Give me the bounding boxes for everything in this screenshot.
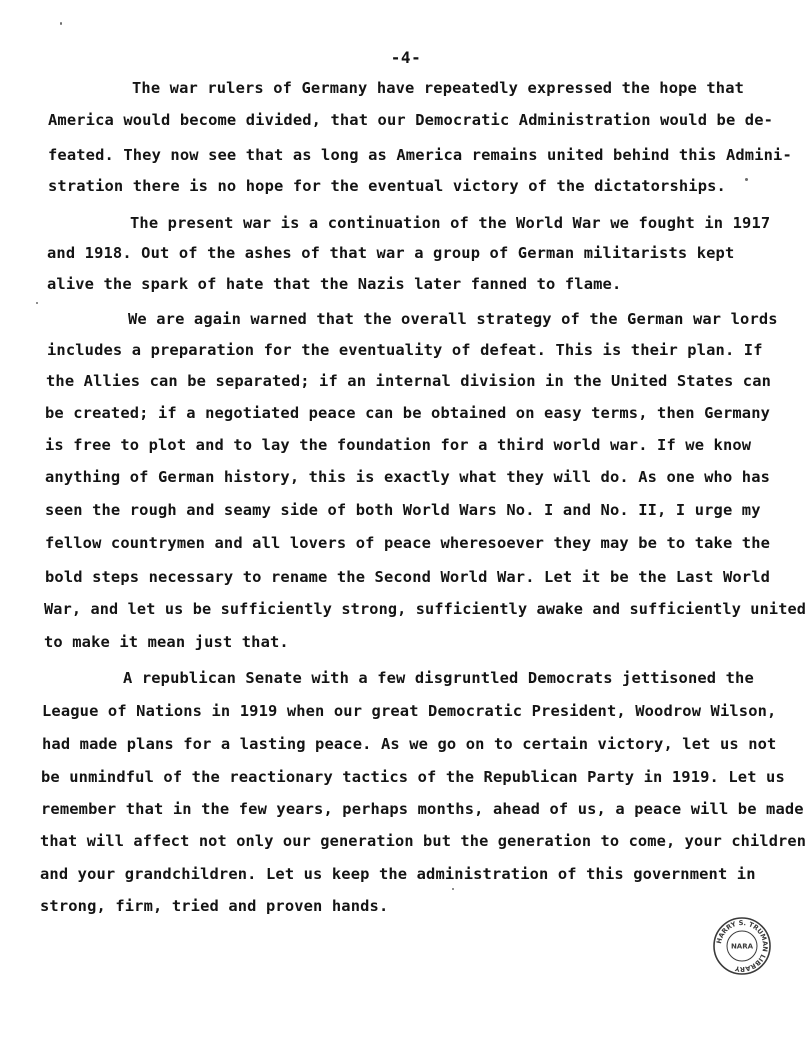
- paragraph-2-line-1: The present war is a continuation of the World War we fought in 1917: [130, 214, 771, 232]
- scan-speck: [745, 178, 748, 181]
- paragraph-3-line-2: includes a preparation for the eventuality of defeat. This is their plan. If: [47, 341, 763, 359]
- truman-library-stamp: [712, 916, 772, 976]
- paragraph-4-line-5: remember that in the few years, perhaps months, ahead of us, a peace will be made: [41, 800, 804, 818]
- stamp-ring-text: HARRY S. TRUMAN LIBRARY: [715, 918, 770, 974]
- paragraph-1-line-3: feated. They now see that as long as America remains united behind this Admini-: [48, 146, 792, 164]
- stamp-center-text: NARA: [730, 942, 754, 951]
- paragraph-3-line-5: is free to plot and to lay the foundation for a third world war. If we know: [45, 436, 752, 454]
- scan-speck: [36, 302, 38, 304]
- paragraph-4-line-7: and your grandchildren. Let us keep the administration of this government in: [40, 865, 756, 883]
- paragraph-4-line-6: that will affect not only our generation but the generation to come, your children: [40, 832, 807, 850]
- paragraph-4-line-4: be unmindful of the reactionary tactics of the Republican Party in 1919. Let us: [41, 768, 785, 786]
- scan-speck: [452, 888, 454, 890]
- paragraph-3-line-6: anything of German history, this is exactly what they will do. As one who has: [45, 468, 771, 486]
- paragraph-3-line-3: the Allies can be separated; if an internal division in the United States can: [46, 372, 772, 390]
- paragraph-1-line-2: America would become divided, that our Democratic Administration would be de-: [48, 111, 774, 129]
- paragraph-4-line-8: strong, firm, tried and proven hands.: [40, 897, 389, 915]
- paragraph-2-line-2: and 1918. Out of the ashes of that war a group of German militarists kept: [47, 244, 735, 262]
- paragraph-1-line-1: The war rulers of Germany have repeatedly expressed the hope that: [132, 79, 745, 97]
- paragraph-3-line-11: to make it mean just that.: [44, 633, 289, 651]
- paragraph-4-line-1: A republican Senate with a few disgruntled Democrats jettisoned the: [123, 669, 754, 687]
- paragraph-3-line-7: seen the rough and seamy side of both World Wars No. I and No. II, I urge my: [45, 501, 761, 519]
- paragraph-3-line-4: be created; if a negotiated peace can be obtained on easy terms, then Germany: [45, 404, 771, 422]
- page-number: -4-: [390, 48, 422, 67]
- paragraph-4-line-3: had made plans for a lasting peace. As we go on to certain victory, let us not: [42, 735, 777, 753]
- paragraph-3-line-10: War, and let us be sufficiently strong, sufficiently awake and sufficiently united: [44, 600, 807, 618]
- paragraph-3-line-9: bold steps necessary to rename the Second World War. Let it be the Last World: [45, 568, 771, 586]
- paragraph-3-line-8: fellow countrymen and all lovers of peace wheresoever they may be to take the: [45, 534, 771, 552]
- paragraph-2-line-3: alive the spark of hate that the Nazis later fanned to flame.: [47, 275, 622, 293]
- paragraph-1-line-4: stration there is no hope for the eventual victory of the dictatorships.: [48, 177, 726, 195]
- scan-speck: [60, 22, 62, 25]
- paragraph-3-line-1: We are again warned that the overall strategy of the German war lords: [128, 310, 778, 328]
- paragraph-4-line-2: League of Nations in 1919 when our great Democratic President, Woodrow Wilson,: [42, 702, 777, 720]
